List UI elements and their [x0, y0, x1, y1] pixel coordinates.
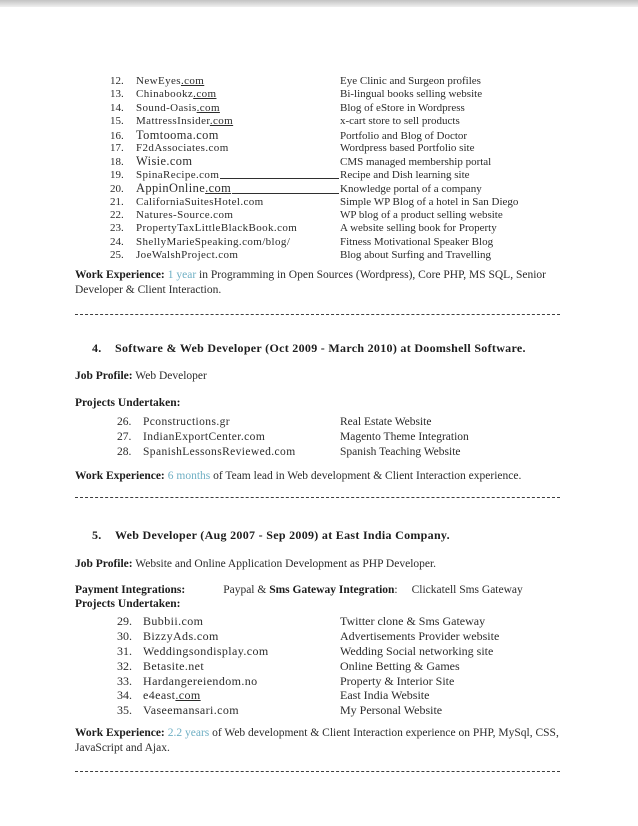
payment-paypal-text: Paypal & [223, 584, 270, 597]
project-left-column [75, 614, 340, 629]
dashed-separator [75, 497, 560, 498]
payment-sms-gateway-label: Sms Gateway Integration [269, 584, 395, 597]
project-number: 28. [117, 446, 132, 459]
project-site [143, 614, 203, 629]
project-left-column [75, 182, 340, 196]
underline-leader [232, 193, 339, 194]
project-left-column [75, 129, 340, 143]
project-row [75, 629, 560, 644]
project-number: 31. [117, 644, 132, 659]
project-site [143, 445, 296, 460]
project-number: 19. [110, 168, 124, 181]
underline-leader [220, 178, 339, 179]
project-left-column [75, 196, 340, 209]
project-left-column [75, 209, 340, 222]
project-description: Knowledge portal of a company [340, 183, 482, 196]
project-site [136, 249, 238, 262]
project-number: 17. [110, 141, 124, 154]
project-description: Portfolio and Blog of Doctor [340, 129, 468, 142]
site-name: JoeWalshProject.com [136, 249, 239, 262]
project-description: Spanish Teaching Website [340, 446, 461, 459]
work-experience-duration: 6 months [167, 470, 211, 483]
project-description: Bi-lingual books selling website [340, 88, 483, 101]
section-title: Web Developer (Aug 2007 - Sep 2009) at East India Company. [115, 528, 450, 543]
job-profile-label: Job Profile: [75, 558, 133, 571]
job-profile-1 [75, 369, 560, 384]
project-description: Blog about Surfing and Travelling [340, 249, 491, 262]
project-description: Real Estate Website [340, 416, 432, 429]
project-description: Simple WP Blog of a hotel in San Diego [340, 195, 519, 208]
project-row [75, 703, 560, 718]
project-number: 27. [117, 431, 132, 444]
project-list-3 [75, 614, 560, 718]
section-number: 4. [92, 341, 102, 356]
project-description: Blog of eStore in Wordpress [340, 101, 465, 114]
projects-undertaken-label-1: Projects Undertaken: [75, 397, 181, 410]
site-name: CaliforniaSuitesHotel.com [136, 195, 264, 208]
project-site [136, 115, 233, 128]
project-site [136, 209, 233, 222]
project-description: Property & Interior Site [340, 673, 455, 688]
site-name: IndianExportCenter.com [143, 431, 266, 444]
section-number: 5. [92, 528, 102, 543]
dashed-separator [75, 314, 560, 315]
project-row [75, 415, 560, 430]
project-list-2 [75, 415, 560, 460]
site-name: Chinabookz [136, 88, 194, 101]
project-left-column [75, 222, 340, 235]
project-site [136, 236, 290, 249]
project-number: 16. [110, 129, 124, 142]
project-row [75, 659, 560, 674]
project-site [143, 703, 239, 718]
project-description: Magento Theme Integration [340, 431, 469, 444]
project-site [136, 196, 264, 209]
site-name-underlined: .com [205, 181, 232, 196]
work-experience-label: Work Experience: [75, 269, 165, 282]
project-number: 30. [117, 629, 132, 644]
job-profile-2 [75, 557, 560, 572]
project-description: Online Betting & Games [340, 658, 460, 673]
project-left-column [75, 674, 340, 689]
site-name: BizzyAds.com [143, 629, 219, 644]
site-name: MattressInsider [136, 115, 210, 128]
project-site [136, 102, 220, 115]
section-title: Software & Web Developer (Oct 2009 - March 2010) at Doomshell Software. [115, 341, 526, 356]
work-experience-duration: 2.2 years [167, 727, 210, 740]
project-left-column [75, 155, 340, 169]
dashed-separator [75, 771, 560, 772]
payment-integrations-line [75, 583, 560, 597]
resume-content [0, 75, 638, 772]
project-description: Wedding Social networking site [340, 644, 494, 659]
section-heading-4 [75, 341, 560, 356]
project-left-column [75, 142, 340, 155]
project-left-column [75, 430, 340, 445]
project-left-column [75, 88, 340, 101]
project-row [75, 688, 560, 703]
project-left-column [75, 169, 340, 182]
site-name: ShellyMarieSpeaking.com/blog/ [136, 235, 291, 248]
project-row [75, 169, 560, 182]
project-row [75, 674, 560, 689]
site-name: SpanishLessonsReviewed.com [143, 446, 296, 459]
project-left-column [75, 703, 340, 718]
payment-integrations-label: Payment Integrations: [75, 584, 186, 597]
project-row [75, 209, 560, 222]
project-description: CMS managed membership portal [340, 156, 492, 169]
project-site [136, 129, 219, 142]
project-description: A website selling book for Property [340, 222, 497, 235]
project-site [136, 88, 216, 101]
work-experience-label: Work Experience: [75, 727, 165, 740]
project-number: 18. [110, 156, 124, 169]
project-number: 15. [110, 115, 124, 128]
project-number: 29. [117, 614, 132, 629]
site-name-underlined: .com [180, 75, 205, 87]
site-name-underlined: .com [209, 115, 234, 128]
project-number: 32. [117, 658, 132, 673]
site-name: SpinaRecipe.com [136, 168, 220, 181]
page-top-edge [0, 0, 638, 7]
project-description: WP blog of a product selling website [340, 208, 503, 221]
project-description: Wordpress based Portfolio site [340, 141, 475, 154]
project-site [136, 142, 229, 155]
site-name: Sound-Oasis [136, 101, 197, 114]
project-description: Advertisements Provider website [340, 629, 500, 644]
project-left-column [75, 688, 340, 703]
project-number: 22. [110, 208, 124, 221]
work-experience-text: of Web development & Client Interaction experience on PHP, MySql, CSS, JavaScript and Ajax. [75, 727, 559, 755]
site-name: Weddingsondisplay.com [143, 644, 269, 659]
project-left-column [75, 445, 340, 460]
project-row [75, 142, 560, 155]
project-number: 25. [110, 249, 124, 262]
site-name: PropertyTaxLittleBlackBook.com [136, 222, 298, 235]
project-number: 26. [117, 416, 132, 429]
project-left-column [75, 75, 340, 88]
project-row [75, 614, 560, 629]
work-experience-duration: 1 year [167, 269, 197, 282]
project-site [136, 182, 231, 195]
site-name: Wisie.com [136, 154, 193, 169]
project-site [143, 415, 230, 430]
work-experience-text: of Team lead in Web development & Client Interaction experience. [210, 470, 522, 483]
site-name: Bubbii.com [143, 614, 204, 629]
project-site [143, 430, 265, 445]
project-row [75, 115, 560, 128]
site-name-underlined: .com [196, 101, 220, 114]
project-left-column [75, 644, 340, 659]
site-name: Tomtooma.com [136, 127, 219, 142]
project-row [75, 222, 560, 235]
payment-clickatell-text: Clickatell Sms Gateway [411, 584, 523, 597]
project-number: 23. [110, 222, 124, 235]
project-site [143, 629, 219, 644]
project-left-column [75, 629, 340, 644]
projects-undertaken-label-2: Projects Undertaken: [75, 598, 181, 611]
site-name: F2dAssociates.com [136, 141, 229, 154]
work-experience-1 [75, 268, 560, 298]
job-profile-value: Web Developer [135, 370, 207, 383]
project-description: Twitter clone & Sms Gateway [340, 614, 486, 629]
project-description: Recipe and Dish learning site [340, 168, 470, 181]
site-name: Vaseemansari.com [143, 703, 240, 718]
project-description: Eye Clinic and Surgeon profiles [340, 75, 481, 87]
project-row [75, 129, 560, 142]
project-number: 12. [110, 75, 124, 87]
project-number: 14. [110, 101, 124, 114]
project-site [136, 169, 219, 182]
site-name: Pconstructions.gr [143, 416, 230, 429]
work-experience-text: in Programming in Open Sources (Wordpress), Core PHP, MS SQL, Senior Developer & Client Interaction. [75, 269, 546, 297]
project-description: Fitness Motivational Speaker Blog [340, 235, 494, 248]
project-site [136, 222, 297, 235]
project-number: 35. [117, 703, 132, 718]
project-number: 34. [117, 688, 132, 703]
project-number: 13. [110, 88, 124, 101]
work-experience-3 [75, 726, 560, 756]
project-site [143, 644, 269, 659]
project-number: 24. [110, 235, 124, 248]
project-row [75, 445, 560, 460]
job-profile-value: Website and Online Application Development as PHP Developer. [135, 558, 437, 571]
project-site [143, 674, 258, 689]
site-name: NewEyes [136, 75, 181, 87]
project-left-column [75, 102, 340, 115]
project-description: East India Website [340, 688, 430, 703]
site-name: Betasite.net [143, 658, 205, 673]
project-left-column [75, 415, 340, 430]
project-row [75, 75, 560, 88]
project-left-column [75, 249, 340, 262]
project-row [75, 249, 560, 262]
project-left-column [75, 659, 340, 674]
project-list-1 [75, 75, 560, 262]
project-row [75, 102, 560, 115]
site-name: e4east [143, 688, 176, 703]
site-name-underlined: .com [175, 688, 201, 703]
site-name: AppinOnline [136, 181, 206, 196]
work-experience-2 [75, 469, 560, 484]
site-name-underlined: .com [193, 88, 217, 101]
site-name: Hardangereiendom.no [143, 673, 258, 688]
project-number: 33. [117, 673, 132, 688]
project-row [75, 196, 560, 209]
project-site [143, 688, 201, 703]
project-number: 20. [110, 183, 124, 196]
project-row [75, 236, 560, 249]
work-experience-label: Work Experience: [75, 470, 165, 483]
project-site [136, 75, 204, 88]
project-site [143, 659, 204, 674]
project-left-column [75, 115, 340, 128]
project-row [75, 155, 560, 168]
site-name: Natures-Source.com [136, 208, 234, 221]
project-row [75, 644, 560, 659]
project-row [75, 88, 560, 101]
project-number: 21. [110, 195, 124, 208]
project-left-column [75, 236, 340, 249]
project-description: x-cart store to sell products [340, 115, 460, 128]
project-description: My Personal Website [340, 703, 443, 718]
payment-colon: : [394, 584, 398, 597]
project-row [75, 430, 560, 445]
job-profile-label: Job Profile: [75, 370, 133, 383]
project-row [75, 182, 560, 195]
project-site [136, 155, 192, 168]
section-heading-5 [75, 528, 560, 543]
